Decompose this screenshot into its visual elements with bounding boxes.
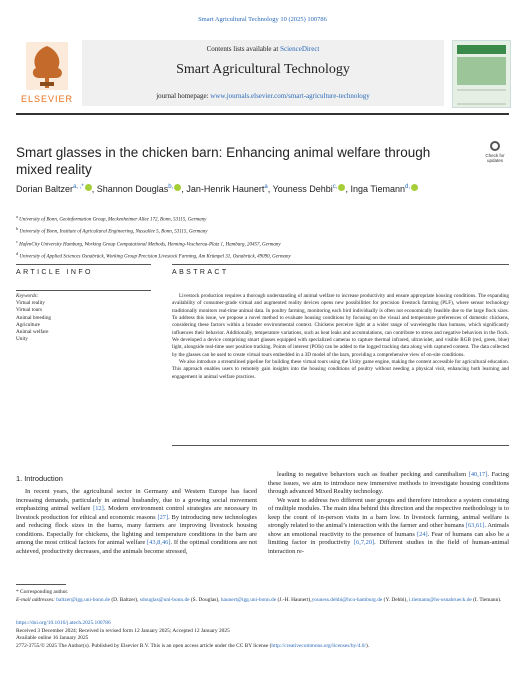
- journal-homepage-line: [82, 92, 444, 100]
- article-info-rule: [16, 264, 151, 265]
- body-text: . By introducing new technologies and reducing flock sizes in the barns, many farmers are improving livestock housing conditions. Especially for chickens, the lighting and temperature conditions in the barn are among the most critical factors for animal welfare: [16, 513, 257, 547]
- check-for-updates-badge[interactable]: [483, 141, 507, 165]
- abstract-body: [172, 293, 509, 381]
- body-text: . Animals show an emotional reactivity to the presence of humans: [268, 522, 509, 538]
- author-name[interactable]: Inga Tiemann: [350, 184, 406, 194]
- citation-link[interactable]: [43,8,46]: [147, 539, 171, 547]
- email-link[interactable]: i.tiemann@hs-osnabrueck.de: [409, 597, 472, 604]
- affiliation: [16, 250, 496, 262]
- journal-citation-line[interactable]: Smart Agricultural Technology 10 (2025) 100786: [198, 16, 327, 23]
- affiliation-marker: c: [16, 238, 18, 244]
- abstract-rule: [172, 264, 509, 265]
- email-owner: (Y. Dehbi),: [382, 597, 410, 604]
- keyword: Agriculture: [16, 321, 40, 328]
- body-text: . Different studies in the field of human-animal interaction re-: [268, 539, 509, 555]
- affiliation: [16, 225, 496, 237]
- keywords-block: [16, 290, 151, 343]
- email-link[interactable]: sdouglas@uni-bonn.de: [139, 597, 190, 604]
- affiliation-text: University of Applied Sciences Osnabrück, Working Group Precision Livestock Farming, Am Krümpel 31, Osnabrück, 49090, Germany: [18, 254, 291, 260]
- received-dates: Received 3 December 2024; Received in revised form 12 January 2025; Accepted 12 January 2025: [16, 627, 230, 634]
- elsevier-tree-icon: [26, 42, 68, 90]
- keyword: Virtual tours: [16, 307, 43, 314]
- abstract-bottom-rule: [172, 445, 509, 446]
- body-paragraph: [16, 488, 257, 556]
- check-updates-label: [483, 153, 507, 163]
- body-text: . If the optimal conditions are not achieved, productivity decreases, and the animals become stressed,: [16, 539, 257, 555]
- author-affiliation-marker: a, ,*: [73, 184, 84, 190]
- cover-header-band: [457, 45, 506, 54]
- author-separator: ,: [267, 184, 273, 194]
- email-owner: (I. Tiemann).: [471, 597, 502, 604]
- affiliation-marker: b: [16, 226, 19, 232]
- citation-link[interactable]: [6,7,20]: [353, 539, 375, 547]
- affiliation: [16, 238, 496, 250]
- footnote-rule: [16, 584, 66, 585]
- email-owner: (S. Douglas),: [189, 597, 221, 604]
- body-text: In recent years, the agricultural sector in Germany and Western Europe has faced increasing demands, particularly in animal husbandry, due to a growing social movement emphasizing animal welfare: [16, 488, 257, 513]
- email-link[interactable]: haunert@igg.uni-bonn.de: [220, 597, 277, 604]
- check-updates-icon: [490, 141, 500, 151]
- body-paragraph: [268, 497, 509, 557]
- abstract-heading: ABSTRACT: [172, 269, 229, 276]
- journal-title: Smart Agricultural Technology: [176, 62, 350, 77]
- email-addresses: [16, 596, 509, 604]
- citation-link[interactable]: [40,17]: [468, 471, 488, 478]
- abstract-paragraph: We also introduce a streamlined pipeline for building these virtual tours using the Unity game engine, making the content accessible for agricultural education. This approach enables users to remotely gain insights into the housing conditions of poultry without needing a physical visit, enhancing both learning and engagement in animal welfare practices.: [172, 359, 509, 380]
- body-text: . Facing these issues, we aim to introduce new immersive methods to investigate housing conditions through advanced Mixed Reality technology.: [268, 471, 510, 496]
- available-online: Available online 16 January 2025: [16, 635, 89, 642]
- doi-link[interactable]: https://doi.org/10.1016/j.atech.2025.100786: [16, 620, 111, 626]
- orcid-icon[interactable]: [411, 184, 418, 191]
- author-affiliation-marker: d,: [405, 184, 411, 190]
- author-affiliation-marker: b,: [168, 184, 174, 190]
- keyword: Unity: [16, 336, 28, 343]
- affiliation-marker: d: [16, 250, 19, 256]
- contents-line: [82, 45, 444, 53]
- corresponding-author-note: * Corresponding author.: [16, 589, 69, 595]
- abstract-paragraph: Livestock production requires a thorough understanding of animal welfare to increase productivity and ensure appropriate housing conditions. The expanding availability of consumer-grade virtual and augmented reality devices opens new possibilities for precision livestock farming (PLF), where sensor technology traditionally monitors real-time animal data. In poultry farming, monitoring each bird individually is often not economically feasible due to the large flock sizes. To address this issue, we propose a novel method to evaluate housing conditions by focusing on the visual and temperature preferences of domestic chickens, considering these factors within a broader environmental context. Chickens perceive light at a wider range of wavelengths than humans, which significantly influences their behavior. Additionally, temperature variations, such as heat leaks and accumulations, can contribute to stress and negative behaviors in the flock. We developed a device comprising smart glasses equipped with specialized cameras to capture thermal infrared, ultraviolet, and visible RGB (red, green, blue) light, alongside real-time user position tracking. Points of interest (POIs) can be added to the logged tracking data along with captured content. The data collected by the glasses can be used to create virtual tours embedded in a 3D model of the barn, providing a comprehensive view of on-site conditions.: [172, 293, 509, 358]
- homepage-link[interactable]: www.journals.elsevier.com/smart-agriculture-technology: [210, 92, 370, 100]
- homepage-prefix: journal homepage:: [156, 92, 209, 100]
- author-name[interactable]: Shannon Douglas: [96, 184, 169, 194]
- orcid-icon[interactable]: [85, 184, 92, 191]
- affiliation-text: HafenCity University Hamburg, Working Group Computational Methods, Henning-Voscherau-Platz 1, Hamburg, 20457, Germany: [17, 242, 281, 248]
- article-info-heading: ARTICLE INFO: [16, 269, 93, 276]
- keyword: Animal welfare: [16, 329, 49, 336]
- article-title: Smart glasses in the chicken barn: Enhancing animal welfare through mixed reality: [16, 145, 431, 177]
- body-paragraph: [268, 471, 509, 497]
- citation-link[interactable]: [27]: [157, 513, 169, 521]
- author-name[interactable]: Jan-Henrik Haunert: [186, 184, 265, 194]
- email-owner: (J.-H. Haunert),: [276, 597, 312, 604]
- author-separator: ,: [345, 184, 351, 194]
- journal-masthead: [16, 40, 509, 110]
- author-name[interactable]: Youness Dehbi: [272, 184, 333, 194]
- affiliation-list: [16, 213, 496, 262]
- author-affiliation-marker: c,: [332, 184, 338, 190]
- keywords-label: Keywords:: [16, 290, 151, 300]
- article-history: [16, 620, 509, 650]
- keyword: Animal breeding: [16, 314, 52, 321]
- affiliation-text: University of Bonn, Institute of Agricultural Engineering, Nussallee 5, Bonn, 53115, Germany: [18, 229, 208, 235]
- journal-banner: [82, 40, 444, 106]
- affiliation: [16, 213, 496, 225]
- citation-link[interactable]: [24]: [417, 530, 428, 538]
- author-separator: ,: [181, 184, 187, 194]
- footnotes: [16, 588, 509, 605]
- email-link[interactable]: baltzer@igg.uni-bonn.de: [56, 597, 110, 604]
- citation-link[interactable]: [63,61]: [465, 522, 485, 530]
- license-end: ).: [365, 642, 370, 649]
- citation-link[interactable]: [12]: [93, 505, 104, 513]
- cover-text-lines: [457, 89, 506, 105]
- author-name[interactable]: Dorian Baltzer: [16, 184, 74, 194]
- email-link[interactable]: youness.dehbi@hcu-hamburg.de: [311, 597, 383, 604]
- email-owner: (D. Baltzer),: [110, 597, 140, 604]
- affiliation-marker: a: [16, 214, 18, 219]
- body-text: . Fear of humans can also be a limiting factor in productivity: [268, 530, 509, 547]
- journal-cover-thumbnail[interactable]: [452, 40, 511, 108]
- check-updates-line-1: Check for: [485, 153, 505, 158]
- check-updates-line-2: updates: [486, 158, 503, 163]
- license-text: 2772-3755/© 2025 The Author(s). Published by Elsevier B.V. This is an open access article under the CC BY license (: [16, 642, 272, 649]
- author-list: [16, 180, 486, 197]
- body-text: . Modern environment control strategies are necessary in livestock production for ethical and economic reasons: [16, 505, 257, 521]
- author-affiliation-marker: a: [264, 184, 268, 190]
- body-text: We want to address two different user groups and therefore introduce a system consisting of multiple modules. The main idea behind this direction and the respective methodology is to keep the count of in-person visits in a barn low. In livestock farming, animal welfare is strongly related to the animal’s interaction with the farmer and other humans: [268, 496, 509, 530]
- body-text: leading to negative behaviors such as feather pecking and cannibalism: [277, 471, 469, 478]
- keywords-list: [16, 300, 151, 343]
- email-label: E-mail addresses:: [16, 597, 57, 604]
- sciencedirect-link[interactable]: ScienceDirect: [280, 45, 320, 53]
- license-line: [16, 643, 509, 651]
- elsevier-wordmark: ELSEVIER: [20, 94, 74, 104]
- elsevier-logo[interactable]: [16, 40, 78, 106]
- author-separator: ,: [91, 184, 97, 194]
- keyword: Virtual reality: [16, 300, 45, 307]
- affiliation-text: University of Bonn, Geoinformation Group, Meckenheimer Allee 172, Bonn, 53115, Germany: [17, 217, 207, 223]
- contents-prefix: Contents lists available at: [206, 45, 279, 53]
- license-link[interactable]: http://creativecommons.org/licenses/by/4.0/: [271, 642, 366, 649]
- cover-image: [457, 57, 506, 85]
- intro-right-column: [268, 471, 509, 556]
- intro-left-column: [16, 488, 257, 556]
- introduction-heading: 1. Introduction: [16, 474, 63, 483]
- masthead-rule: [16, 113, 509, 115]
